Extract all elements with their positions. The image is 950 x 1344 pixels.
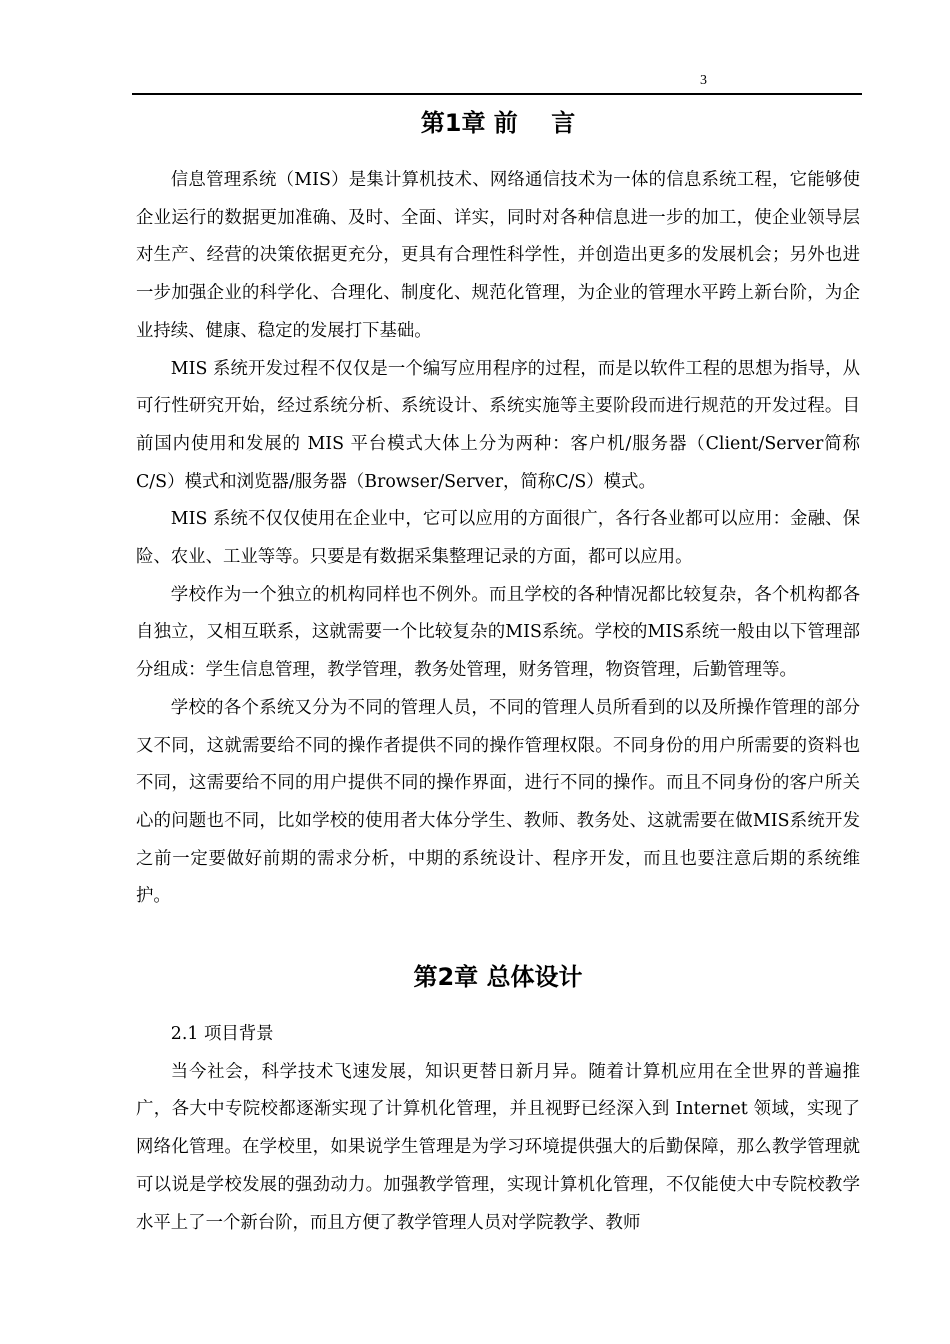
chapter-1-paragraph-1: 信息管理系统（MIS）是集计算机技术、网络通信技术为一体的信息系统工程，它能够使企业运行的数据更加准确、及时、全面、详实，同时对各种信息进一步的加工，使企业领导层对生产、经营的决策依据更充分，更具有合理性科学性，并创造出更多的发展机会；另外也进一步加强企业的科学化、合理化、制度化、规范化管理，为企业的管理水平跨上新台阶，为企业持续、健康、稳定的发展打下基础。	[136, 170, 860, 341]
chapter-1-paragraph-2: MIS 系统开发过程不仅仅是一个编写应用程序的过程，而是以软件工程的思想为指导，从可行性研究开始，经过系统分析、系统设计、系统实施等主要阶段而进行规范的开发过程。目前国内使用和发展的 MIS 平台模式大体上分为两种：客户机/服务器（Client/Server简称C/S）模式和浏览器/服务器（Browser/Server，简称C/S）模式。	[136, 358, 860, 492]
chapter-1-title: 第1章 前 言	[420, 109, 576, 137]
chapter-1-paragraph-5: 学校的各个系统又分为不同的管理人员，不同的管理人员所看到的以及所操作管理的部分又不同，这就需要给不同的操作者提供不同的操作管理权限。不同身份的用户所需要的资料也不同，这需要给不同的用户提供不同的操作界面，进行不同的操作。而且不同身份的客户所关心的问题也不同，比如学校的使用者大体分学生、教师、教务处、这就需要在做MIS系统开发之前一定要做好前期的需求分析，中期的系统设计、程序开发，而且也要注意后期的系统维护。	[136, 697, 860, 907]
section-heading: 2.1 项目背景	[170, 1024, 274, 1044]
chapter-1-paragraph-3: MIS 系统不仅仅使用在企业中，它可以应用的方面很广，各行各业都可以应用：金融、保险、农业、工业等等。只要是有数据采集整理记录的方面，都可以应用。	[136, 509, 860, 568]
chapter-1-body	[136, 162, 860, 916]
chapter-2-title: 第2章 总体设计	[413, 963, 583, 991]
page-number: 3	[700, 73, 707, 88]
header-rule	[132, 93, 862, 95]
chapter-2-paragraph-1: 当今社会，科学技术飞速发展，知识更替日新月异。随着计算机应用在全世界的普遍推广，各大中专院校都逐渐实现了计算机化管理，并且视野已经深入到 Internet 领域，实现了网络化管理。在学校里，如果说学生管理是为学习环境提供强大的后勤保障，那么教学管理就可以说是学校发展的强劲动力。加强教学管理，实现计算机化管理，不仅能使大中专院校教学水平上了一个新台阶，而且方便了教学管理人员对学院教学、教师	[136, 1061, 860, 1233]
chapter-2-body	[136, 1016, 860, 1242]
chapter-1-paragraph-4: 学校作为一个独立的机构同样也不例外。而且学校的各种情况都比较复杂，各个机构都各自独立，又相互联系，这就需要一个比较复杂的MIS系统。学校的MIS系统一般由以下管理部分组成：学生信息管理，教学管理，教务处管理，财务管理，物资管理，后勤管理等。	[136, 584, 860, 681]
